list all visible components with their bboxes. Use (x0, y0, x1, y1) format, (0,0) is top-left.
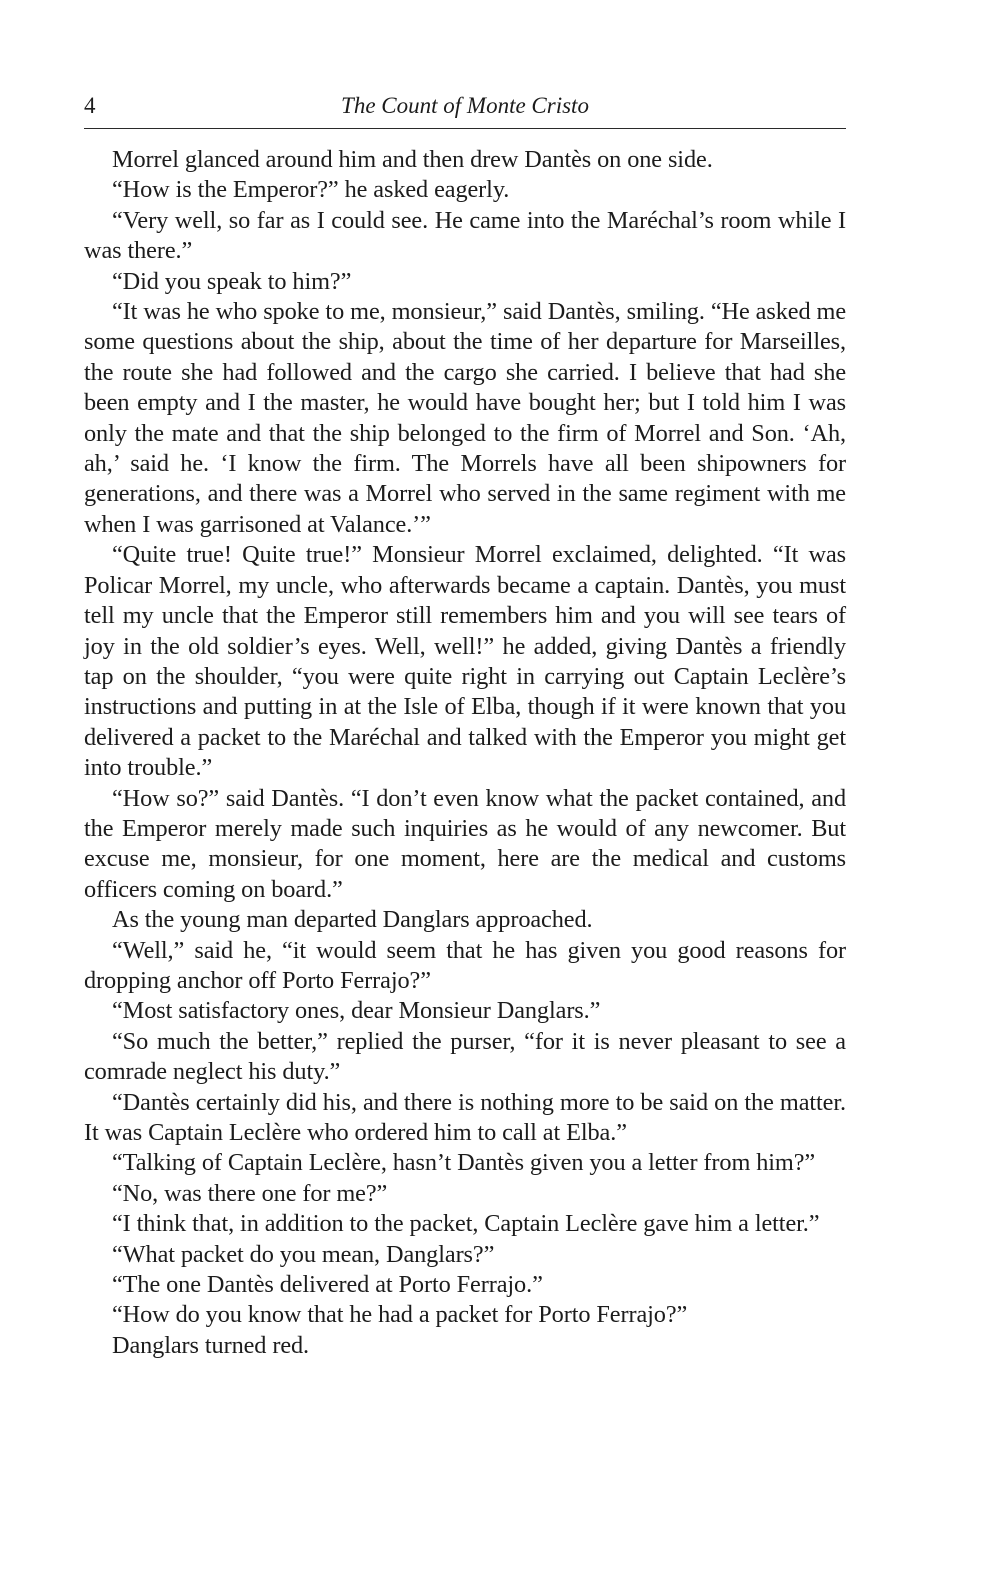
paragraph: “Did you speak to him?” (112, 267, 352, 295)
paragraph: “How so?” said Dantès. “I don’t even know what the packet contained, and the Emperor merely made such inquiries as he would of any newcomer. But excuse me, monsieur, for one moment, here are the medical and customs officers coming on board.” (84, 784, 846, 903)
paragraph: “Most satisfactory ones, dear Monsieur Danglars.” (112, 997, 601, 1025)
paragraph: “Dantès certainly did his, and there is nothing more to be said on the matter. It was Captain Leclère who ordered him to call at Elba.” (84, 1088, 846, 1146)
book-title: The Count of Monte Cristo (341, 93, 589, 118)
paragraph: Morrel glanced around him and then drew Dantès on one side. (112, 146, 713, 173)
page-number: 4 (84, 93, 96, 118)
paragraph: “How do you know that he had a packet for Porto Ferrajo?” (112, 1301, 688, 1329)
header-rule (84, 128, 846, 129)
paragraph: “No, was there one for me?” (112, 1179, 388, 1207)
paragraph: “So much the better,” replied the purser, “for it is never pleasant to see a comrade neglect his duty.” (84, 1027, 846, 1086)
paragraph: “The one Dantès delivered at Porto Ferrajo.” (112, 1271, 543, 1299)
paragraph: “Talking of Captain Leclère, hasn’t Dantès given you a letter from him?” (112, 1149, 816, 1177)
body-text (84, 145, 846, 1361)
paragraph: “Quite true! Quite true!” Monsieur Morrel exclaimed, delighted. “It was Policar Morrel, my uncle, who afterwards became a captain. Dantès, you must tell my uncle that the Emperor still remembers him and you will see tears of joy in the old soldier’s eyes. Well, well!” he added, giving Dantès a friendly tap on the shoulder, “you were quite right in carrying out Captain Leclère’s instructions and putting in at the Isle of Elba, though if it were known that you delivered a packet to the Maréchal and talked with the Emperor you might get into trouble.” (84, 541, 846, 782)
paragraph: “Very well, so far as I could see. He came into the Maréchal’s room while I was there.” (84, 206, 846, 265)
paragraph: “I think that, in addition to the packet, Captain Leclère gave him a letter.” (112, 1210, 820, 1238)
paragraph: “It was he who spoke to me, monsieur,” said Dantès, smiling. “He asked me some questions about the ship, about the time of her departure for Marseilles, the route she had followed and the cargo she carried. I believe that had she been empty and I the master, he would have bought her; but I told him I was only the mate and that the ship belonged to the firm of Morrel and Son. ‘Ah, ah,’ said he. ‘I know the firm. The Morrels have all been shipowners for generations, and there was a Morrel who served in the same regiment with me when I was garrisoned at Valance.’” (84, 298, 846, 538)
paragraph: “Well,” said he, “it would seem that he has given you good reasons for dropping anchor off Porto Ferrajo?” (84, 936, 846, 994)
paragraph: “How is the Emperor?” he asked eagerly. (112, 176, 510, 204)
paragraph: Danglars turned red. (112, 1331, 310, 1359)
paragraph: As the young man departed Danglars approached. (112, 906, 593, 934)
paragraph: “What packet do you mean, Danglars?” (112, 1240, 495, 1268)
running-head (84, 86, 846, 126)
